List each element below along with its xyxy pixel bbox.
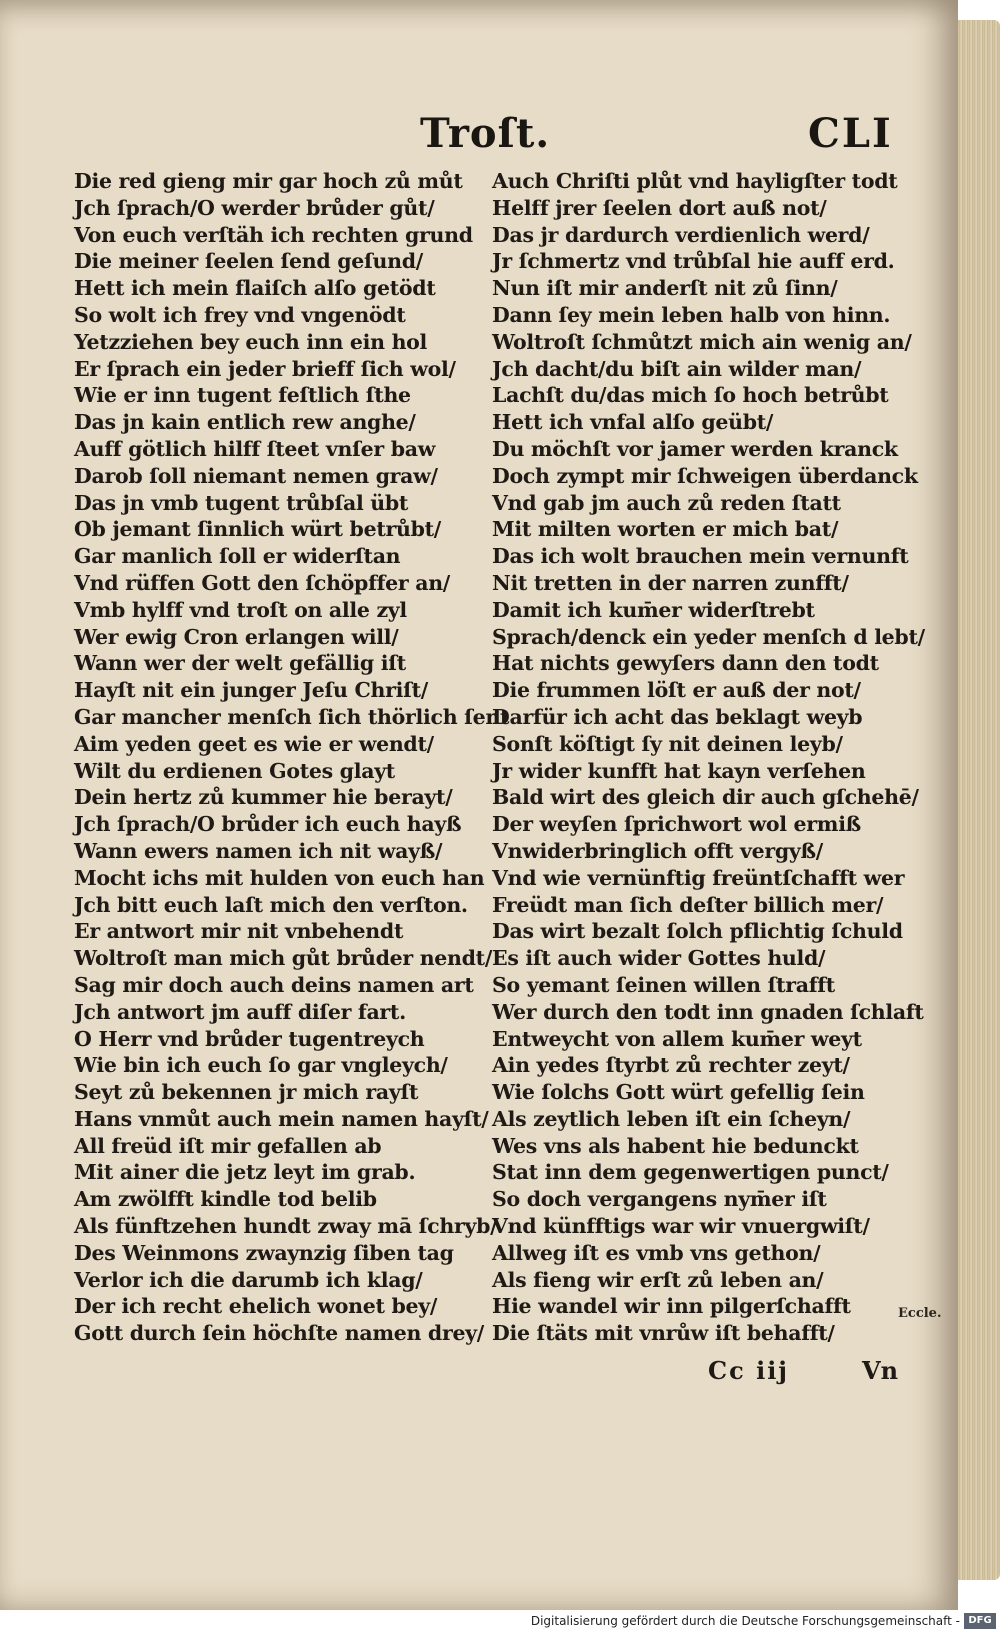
right-column-line: Der weyſen ſprichwort wol ermiß (492, 812, 861, 837)
left-column-line: Jch ſprach/O werder brůder gůt/ (74, 195, 435, 220)
left-column-line: Des Weinmons zwaynzig ſiben tag (74, 1240, 454, 1265)
right-column-line: Wes vns als habent hie bedunckt (492, 1133, 859, 1158)
right-column-line: Sonſt köſtigt ſy nit deinen leyb/ (492, 731, 843, 756)
left-column-line: Vnd rüffen Gott den ſchöpffer an/ (74, 570, 450, 595)
left-column-line: All freüd iſt mir gefallen ab (74, 1133, 382, 1158)
left-column-line: Gar manlich ſoll er widerſtan (74, 544, 401, 569)
running-head-title: Troſt. (420, 110, 551, 157)
right-column-line: Woltroſt ſchmůtzt mich ain wenig an/ (492, 329, 912, 354)
right-column-line: Jch dacht/du biſt ain wilder man/ (492, 356, 862, 381)
left-column-line: Auff götlich hilff ſteet vnſer baw (74, 436, 436, 461)
right-column-line: Bald wirt des gleich dir auch gſchehē/ (492, 785, 919, 810)
left-column-line: Von euch verſtäh ich rechten grund (74, 222, 473, 247)
left-column-line: Die red gieng mir gar hoch zů můt (74, 169, 463, 193)
right-column-line: Nun iſt mir anderſt nit zů ſinn/ (492, 276, 838, 301)
left-column-line: Das jn vmb tugent trůbſal übt (74, 490, 409, 515)
right-column-line: Das ich wolt brauchen mein vernunft (492, 544, 909, 569)
catchword: Vn (862, 1356, 899, 1385)
right-column-line: Hie wandel wir inn pilgerſchafft (492, 1294, 851, 1319)
signature-mark: Cc iij (708, 1356, 789, 1385)
left-column-line: Ob jemant ſinnlich würt betrůbt/ (74, 517, 441, 542)
left-column-line: Wann wer der welt gefällig iſt (74, 651, 406, 676)
left-column-line: Wann ewers namen ich nit wayß/ (74, 838, 443, 863)
left-column-line: Hett ich mein flaiſch alſo getödt (74, 276, 436, 301)
left-column-line: Mit ainer die jetz leyt im grab. (74, 1160, 416, 1185)
left-column-line: Aim yeden geet es wie er wendt/ (74, 731, 434, 756)
left-column-line: Er ſprach ein jeder brieff ſich wol/ (74, 356, 456, 381)
right-column-line: Du möchſt vor jamer werden kranck (492, 436, 898, 461)
left-column-line: Jch bitt euch laſt mich den verſton. (74, 892, 468, 917)
left-column-line: Dein hertz zů kummer hie berayt/ (74, 785, 453, 810)
left-column-line: Er antwort mir nit vnbehendt (74, 919, 404, 944)
right-column-line: Allweg iſt es vmb vns gethon/ (492, 1240, 821, 1265)
left-column-line: Die meiner ſeelen ſend geſund/ (74, 249, 423, 274)
left-column-line: Wie bin ich euch ſo gar vngleych/ (74, 1053, 448, 1078)
left-column-line: Als fünftzehen hundt zway mā ſchryb/ (74, 1214, 498, 1239)
right-column-line: Als zeytlich leben iſt ein ſcheyn/ (492, 1106, 851, 1131)
right-column-line: Vnd gab jm auch zů reden ſtatt (492, 490, 841, 515)
left-column-line: O Herr vnd brůder tugentreych (74, 1026, 425, 1051)
left-column-line: Woltroſt man mich gůt brůder nendt/ (74, 946, 493, 971)
right-column-line: Ain yedes ſtyrbt zů rechter zeyt/ (492, 1053, 850, 1078)
right-column-line: Darfür ich acht das beklagt weyb (492, 704, 863, 729)
right-column-line: Stat inn dem gegenwertigen punct/ (492, 1160, 889, 1185)
right-column-line: So yemant ſeinen willen ſtrafft (492, 972, 835, 997)
right-column-line: Dann ſey mein leben halb von hinn. (492, 302, 891, 327)
right-column-line: Sprach/denck ein yeder menſch d lebt/ (492, 624, 925, 649)
left-column-line: Jch antwort jm auff diſer fart. (74, 999, 406, 1024)
left-column-line: Jch ſprach/O brůder ich euch hayß (74, 812, 462, 837)
left-column-line: Wer ewig Cron erlangen will/ (74, 624, 399, 649)
left-column-line: Gott durch ſein höchſte namen drey/ (74, 1321, 484, 1346)
marginal-note: Eccle. (898, 1306, 942, 1321)
right-column-line: Lachſt du/das mich ſo hoch betrůbt (492, 383, 889, 408)
right-column-line: Vnd künfftigs war wir vnuergwiſt/ (492, 1214, 870, 1239)
right-column-line: Hat nichts gewyſers dann den todt (492, 651, 879, 676)
right-column-line: Auch Chriſti plůt vnd hayligſter todt (492, 169, 898, 193)
right-column-line: Als fieng wir erſt zů leben an/ (492, 1267, 824, 1292)
right-column-line: Doch zympt mir ſchweigen überdanck (492, 463, 918, 488)
left-column-line: Das jn kain entlich rew anghe/ (74, 410, 416, 435)
right-column-line: Es iſt auch wider Gottes huld/ (492, 946, 826, 971)
folio-number: CLI (808, 110, 893, 157)
left-column-line: Am zwölfft kindle tod belib (74, 1187, 377, 1212)
left-text-column (74, 168, 510, 1347)
dfg-logo: DFG (964, 1613, 996, 1629)
left-column-line: Darob ſoll niemant nemen graw/ (74, 463, 438, 488)
left-column-line: Vmb hylff vnd troſt on alle zyl (74, 597, 407, 622)
right-column-line: Hett ich vnfal alſo geübt/ (492, 410, 774, 435)
left-column-line: Hayſt nit ein junger Jeſu Chriſt/ (74, 678, 428, 703)
left-column-line: So wolt ich frey vnd vngenödt (74, 302, 406, 327)
right-column-line: Freüdt man ſich deſter billich mer/ (492, 892, 884, 917)
footer-bar (0, 1612, 1000, 1632)
right-column-line: Die frummen löſt er auß der not/ (492, 678, 861, 703)
left-column-line: Wilt du erdienen Gotes glayt (74, 758, 395, 783)
right-column-line: Mit milten worten er mich bat/ (492, 517, 839, 542)
left-column-line: Der ich recht ehelich wonet bey/ (74, 1294, 438, 1319)
right-column-line: Nit tretten in der narren zunfft/ (492, 570, 849, 595)
right-column-line: Das wirt bezalt ſolch pflichtig ſchuld (492, 919, 903, 944)
right-column-line: Damit ich kum̄er widerſtrebt (492, 597, 815, 622)
left-column-line: Sag mir doch auch deins namen art (74, 972, 474, 997)
right-column-line: Wie ſolchs Gott würt gefellig ſein (492, 1080, 865, 1105)
right-column-line: Vnd wie vernünftig freüntſchafft wer (492, 865, 905, 890)
left-column-line: Mocht ichs mit hulden von euch han (74, 865, 485, 890)
right-column-line: Die ſtäts mit vnrůw iſt behafft/ (492, 1321, 835, 1346)
right-column-line: Helff jrer ſeelen dort auß not/ (492, 195, 827, 220)
right-column-line: So doch vergangens nym̄er iſt (492, 1187, 827, 1212)
left-column-line: Verlor ich die darumb ich klag/ (74, 1267, 423, 1292)
book-fore-edge (958, 20, 1000, 1580)
left-column-line: Yetzziehen bey euch inn ein hol (74, 329, 428, 354)
left-column-line: Wie er inn tugent feſtlich ſthe (74, 383, 411, 408)
right-column-line: Jr wider kunfft hat kayn verſehen (492, 758, 866, 783)
right-column-line: Wer durch den todt inn gnaden ſchlaft (492, 999, 924, 1024)
left-column-line: Gar mancher menſch ſich thörlich ſent (74, 704, 510, 729)
right-column-line: Jr ſchmertz vnd trůbſal hie auff erd. (492, 249, 895, 274)
footer-credit: Digitalisierung gefördert durch die Deutsche Forschungsgemeinschaft - (530, 1614, 960, 1628)
left-column-line: Hans vnmůt auch mein namen hayſt/ (74, 1106, 489, 1131)
right-column-line: Das jr dardurch verdienlich werd/ (492, 222, 870, 247)
right-column-line: Entweycht von allem kum̄er weyt (492, 1026, 862, 1051)
left-column-line: Seyt zů bekennen jr mich rayſt (74, 1080, 419, 1105)
right-column-line: Vnwiderbringlich offt vergyß/ (492, 838, 823, 863)
